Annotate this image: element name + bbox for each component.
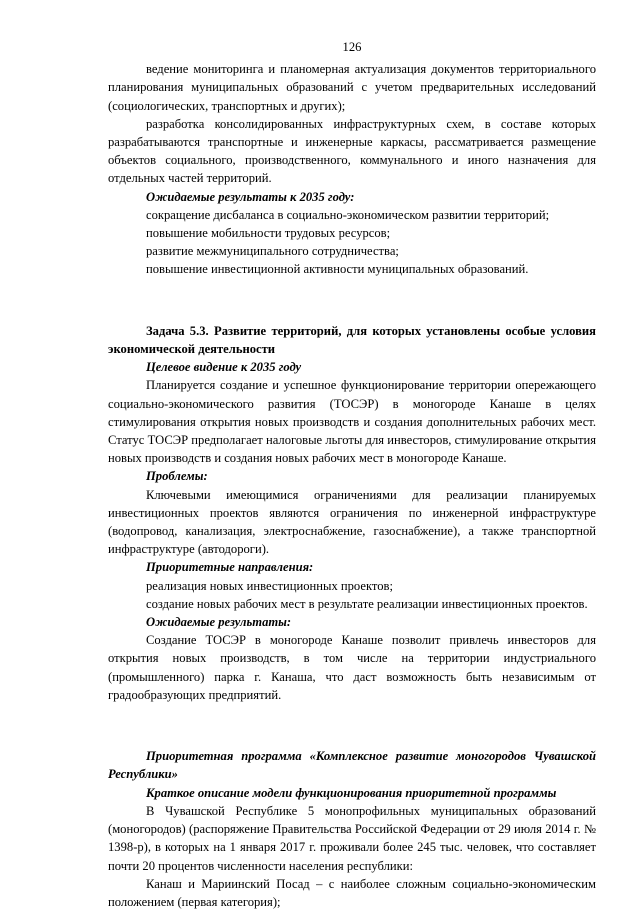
page-number: 126 <box>342 40 362 54</box>
paragraph: Планируется создание и успешное функционирование территории опережающего социально-экономического развития (ТОСЭР) в моногороде Канаше в целях стимулирования открытия новых производств и создания дополнительных рабочих мест. Статус ТОСЭР предполагает налоговые льготы для инвесторов, стимулирование открытия новых производств и создания новых рабочих мест в моногороде Канаше. <box>108 378 596 466</box>
section-heading: Целевое видение к 2035 году <box>146 360 302 375</box>
document-body <box>108 60 596 911</box>
section-heading: Приоритетные направления: <box>146 560 314 575</box>
section-heading: Проблемы: <box>146 469 208 484</box>
section-heading: Ожидаемые результаты: <box>146 615 292 630</box>
section-heading: Ожидаемые результаты к 2035 году: <box>146 189 355 204</box>
document-page <box>108 38 596 911</box>
spacer <box>108 717 596 735</box>
list-item: повышение мобильности трудовых ресурсов; <box>146 226 391 241</box>
paragraph: Ключевыми имеющимися ограничениями для реализации планируемых инвестиционных проектов являются ограничения по инженерной инфраструктуре (водопровод, канализация, электроснабжение, газоснабжение), а также транспортной инфраструктуре (автодороги). <box>108 487 596 557</box>
paragraph: В Чувашской Республике 5 монопрофильных муниципальных образований (моногородов) (распоряжение Правительства Российской Федерации от 29 июля 2014 г. № 1398-р), в которых на 1 января 2017 г. проживали более 245 тыс. человек, что составляет почти 20 процентов численности населения республики: <box>108 803 596 873</box>
section-heading: Приоритетная программа «Комплексное развитие моногородов Чувашской Республики» <box>108 749 596 782</box>
paragraph: Канаш и Мариинский Посад – с наиболее сложным социально-экономическим положением (первая категория); <box>108 876 596 909</box>
paragraph: ведение мониторинга и планомерная актуализация документов территориального планирования муниципальных образований с учетом предварительных исследований (социологических, транспортных и других); <box>108 62 596 113</box>
list-item: сокращение дисбаланса в социально-экономическом развитии территорий; <box>146 207 550 222</box>
section-heading: Краткое описание модели функционирования приоритетной программы <box>146 785 557 800</box>
list-item: развитие межмуниципального сотрудничества; <box>146 244 399 259</box>
paragraph: Создание ТОСЭР в моногороде Канаше позволит привлечь инвесторов для открытия новых производств, в том числе на территории индустриального (промышленного) парка г. Канаша, что даст возможность быть независимым от градообразующих предприятий. <box>108 633 596 702</box>
spacer <box>108 291 596 309</box>
list-item: повышение инвестиционной активности муниципальных образований. <box>146 262 529 277</box>
list-item: реализация новых инвестиционных проектов; <box>146 578 393 593</box>
paragraph: разработка консолидированных инфраструктурных схем, в составе которых разрабатываются транспортные и инженерные каркасы, рассматривается размещение объектов социального, производственного, коммунального и иного назначения для отдельных частей территорий. <box>108 116 596 186</box>
paragraph: создание новых рабочих мест в результате реализации инвестиционных проектов. <box>146 596 588 611</box>
task-heading: Задача 5.3. Развитие территорий, для которых установлены особые условия экономической деятельности <box>108 323 596 357</box>
